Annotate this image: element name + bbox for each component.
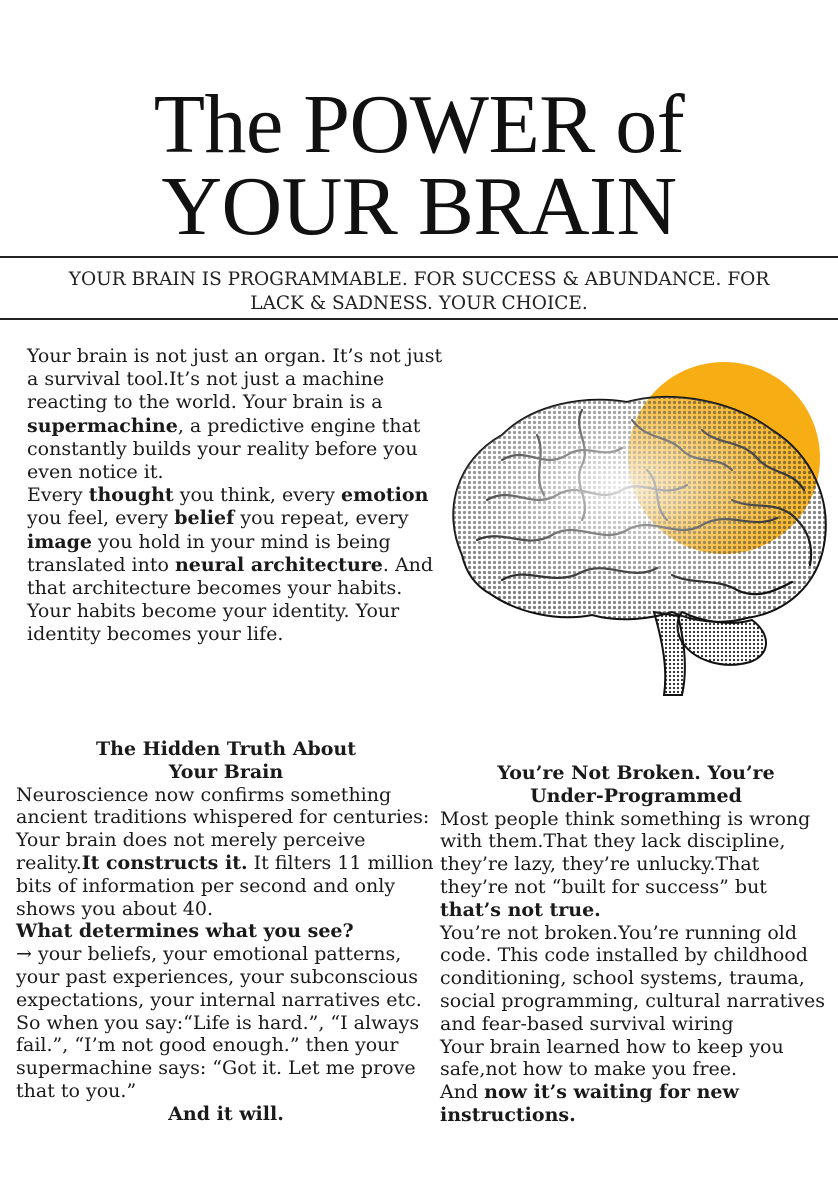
not-broken-paragraph-1 xyxy=(440,808,832,922)
title-line-2: YOUR BRAIN xyxy=(161,160,677,254)
intro-bold-thought: thought xyxy=(88,484,174,507)
not-broken-paragraph-3: Your brain learned how to keep you safe,not how to make you free. xyxy=(440,1035,784,1081)
intro-text-span: you feel, every xyxy=(27,507,175,530)
hidden-truth-question xyxy=(16,920,436,943)
not-broken-heading-line-2: Under-Programmed xyxy=(530,784,742,807)
hidden-truth-bold-question: What determines what you see? xyxy=(16,920,354,943)
page-title xyxy=(0,78,838,254)
hidden-truth-heading-line-1: The Hidden Truth About xyxy=(96,738,356,760)
intro-bold-neural-architecture: neural architecture xyxy=(174,553,383,576)
not-broken-heading xyxy=(440,762,832,808)
brainstem-shape xyxy=(654,612,685,695)
hidden-truth-paragraph-2 xyxy=(16,829,436,920)
intro-text-span: you repeat, every xyxy=(234,507,409,530)
hidden-truth-bold-constructs: It constructs it. xyxy=(81,851,248,874)
hidden-truth-heading-line-2: Your Brain xyxy=(168,760,284,783)
intro-paragraph-1 xyxy=(27,345,447,484)
hidden-truth-closing: And it will. xyxy=(168,1102,284,1125)
brain-highlight xyxy=(453,397,825,622)
intro-text-span: Every xyxy=(27,484,89,507)
intro-text xyxy=(27,345,447,647)
intro-text-span: you hold in your mind is being translated into xyxy=(27,530,391,576)
not-broken-text-span: Most people think something is wrong with them.That they lack discipline, they’re lazy, they’re unlucky.That they’re not “built for success” but xyxy=(440,807,811,898)
hidden-truth-text-span: It filters 11 million bits of information per second and only shows you about 40. xyxy=(16,851,434,920)
intro-bold-image: image xyxy=(27,530,93,553)
intro-bold-emotion: emotion xyxy=(341,484,429,507)
not-broken-bold-not-true: that’s not true. xyxy=(440,898,601,921)
hidden-truth-paragraph-4: So when you say:“Life is hard.”, “I always fail.”, “I’m not good enough.” then your supermachine says: “Got it. Let me prove that to you.” xyxy=(16,1011,420,1102)
tagline xyxy=(20,268,818,316)
tagline-line-2: LACK & SADNESS. YOUR CHOICE. xyxy=(250,293,588,314)
bottom-divider xyxy=(0,318,838,320)
top-divider xyxy=(0,256,838,258)
intro-text-span: . And that architecture becomes your habits. Your habits become your identity. Your identity becomes your life. xyxy=(27,553,434,646)
hidden-truth-section xyxy=(16,738,436,1126)
brain-halftone-icon xyxy=(432,350,838,710)
hidden-truth-heading xyxy=(16,738,436,784)
title-line-1: The POWER of xyxy=(153,78,685,172)
not-broken-paragraph-4 xyxy=(440,1081,832,1127)
not-broken-text-span: And xyxy=(440,1081,485,1104)
intro-text-span: Your brain is not just an organ. It’s not just a survival tool.It’s not just a machine reacting to the world. Your brain is a xyxy=(27,345,443,414)
intro-text-span: , a predictive engine that constantly builds your reality before you even notice it. xyxy=(27,414,421,484)
tagline-line-1: YOUR BRAIN IS PROGRAMMABLE. FOR SUCCESS & ABUNDANCE. FOR xyxy=(68,269,770,290)
not-broken-bold-instructions: now it’s waiting for new instructions. xyxy=(440,1081,739,1126)
intro-text-span: you think, every xyxy=(173,484,342,507)
hidden-truth-text-span: Your brain does not merely perceive reality. xyxy=(16,829,366,874)
hidden-truth-paragraph-1: Neuroscience now confirms something ancient traditions whispered for centuries: xyxy=(16,783,430,829)
not-broken-paragraph-2: You’re not broken.You’re running old code. This code installed by childhood conditioning, school systems, trauma, social programming, cultural narratives and fear-based survival wiring xyxy=(440,921,826,1035)
intro-bold-supermachine: supermachine xyxy=(27,414,178,437)
not-broken-heading-line-1: You’re Not Broken. You’re xyxy=(497,762,775,784)
not-broken-section xyxy=(440,762,832,1127)
intro-bold-belief: belief xyxy=(174,507,235,530)
intro-paragraph-2 xyxy=(27,484,447,646)
hidden-truth-paragraph-3: → your beliefs, your emotional patterns, your past experiences, your subconscious expectations, your internal narratives etc. xyxy=(16,943,422,1011)
